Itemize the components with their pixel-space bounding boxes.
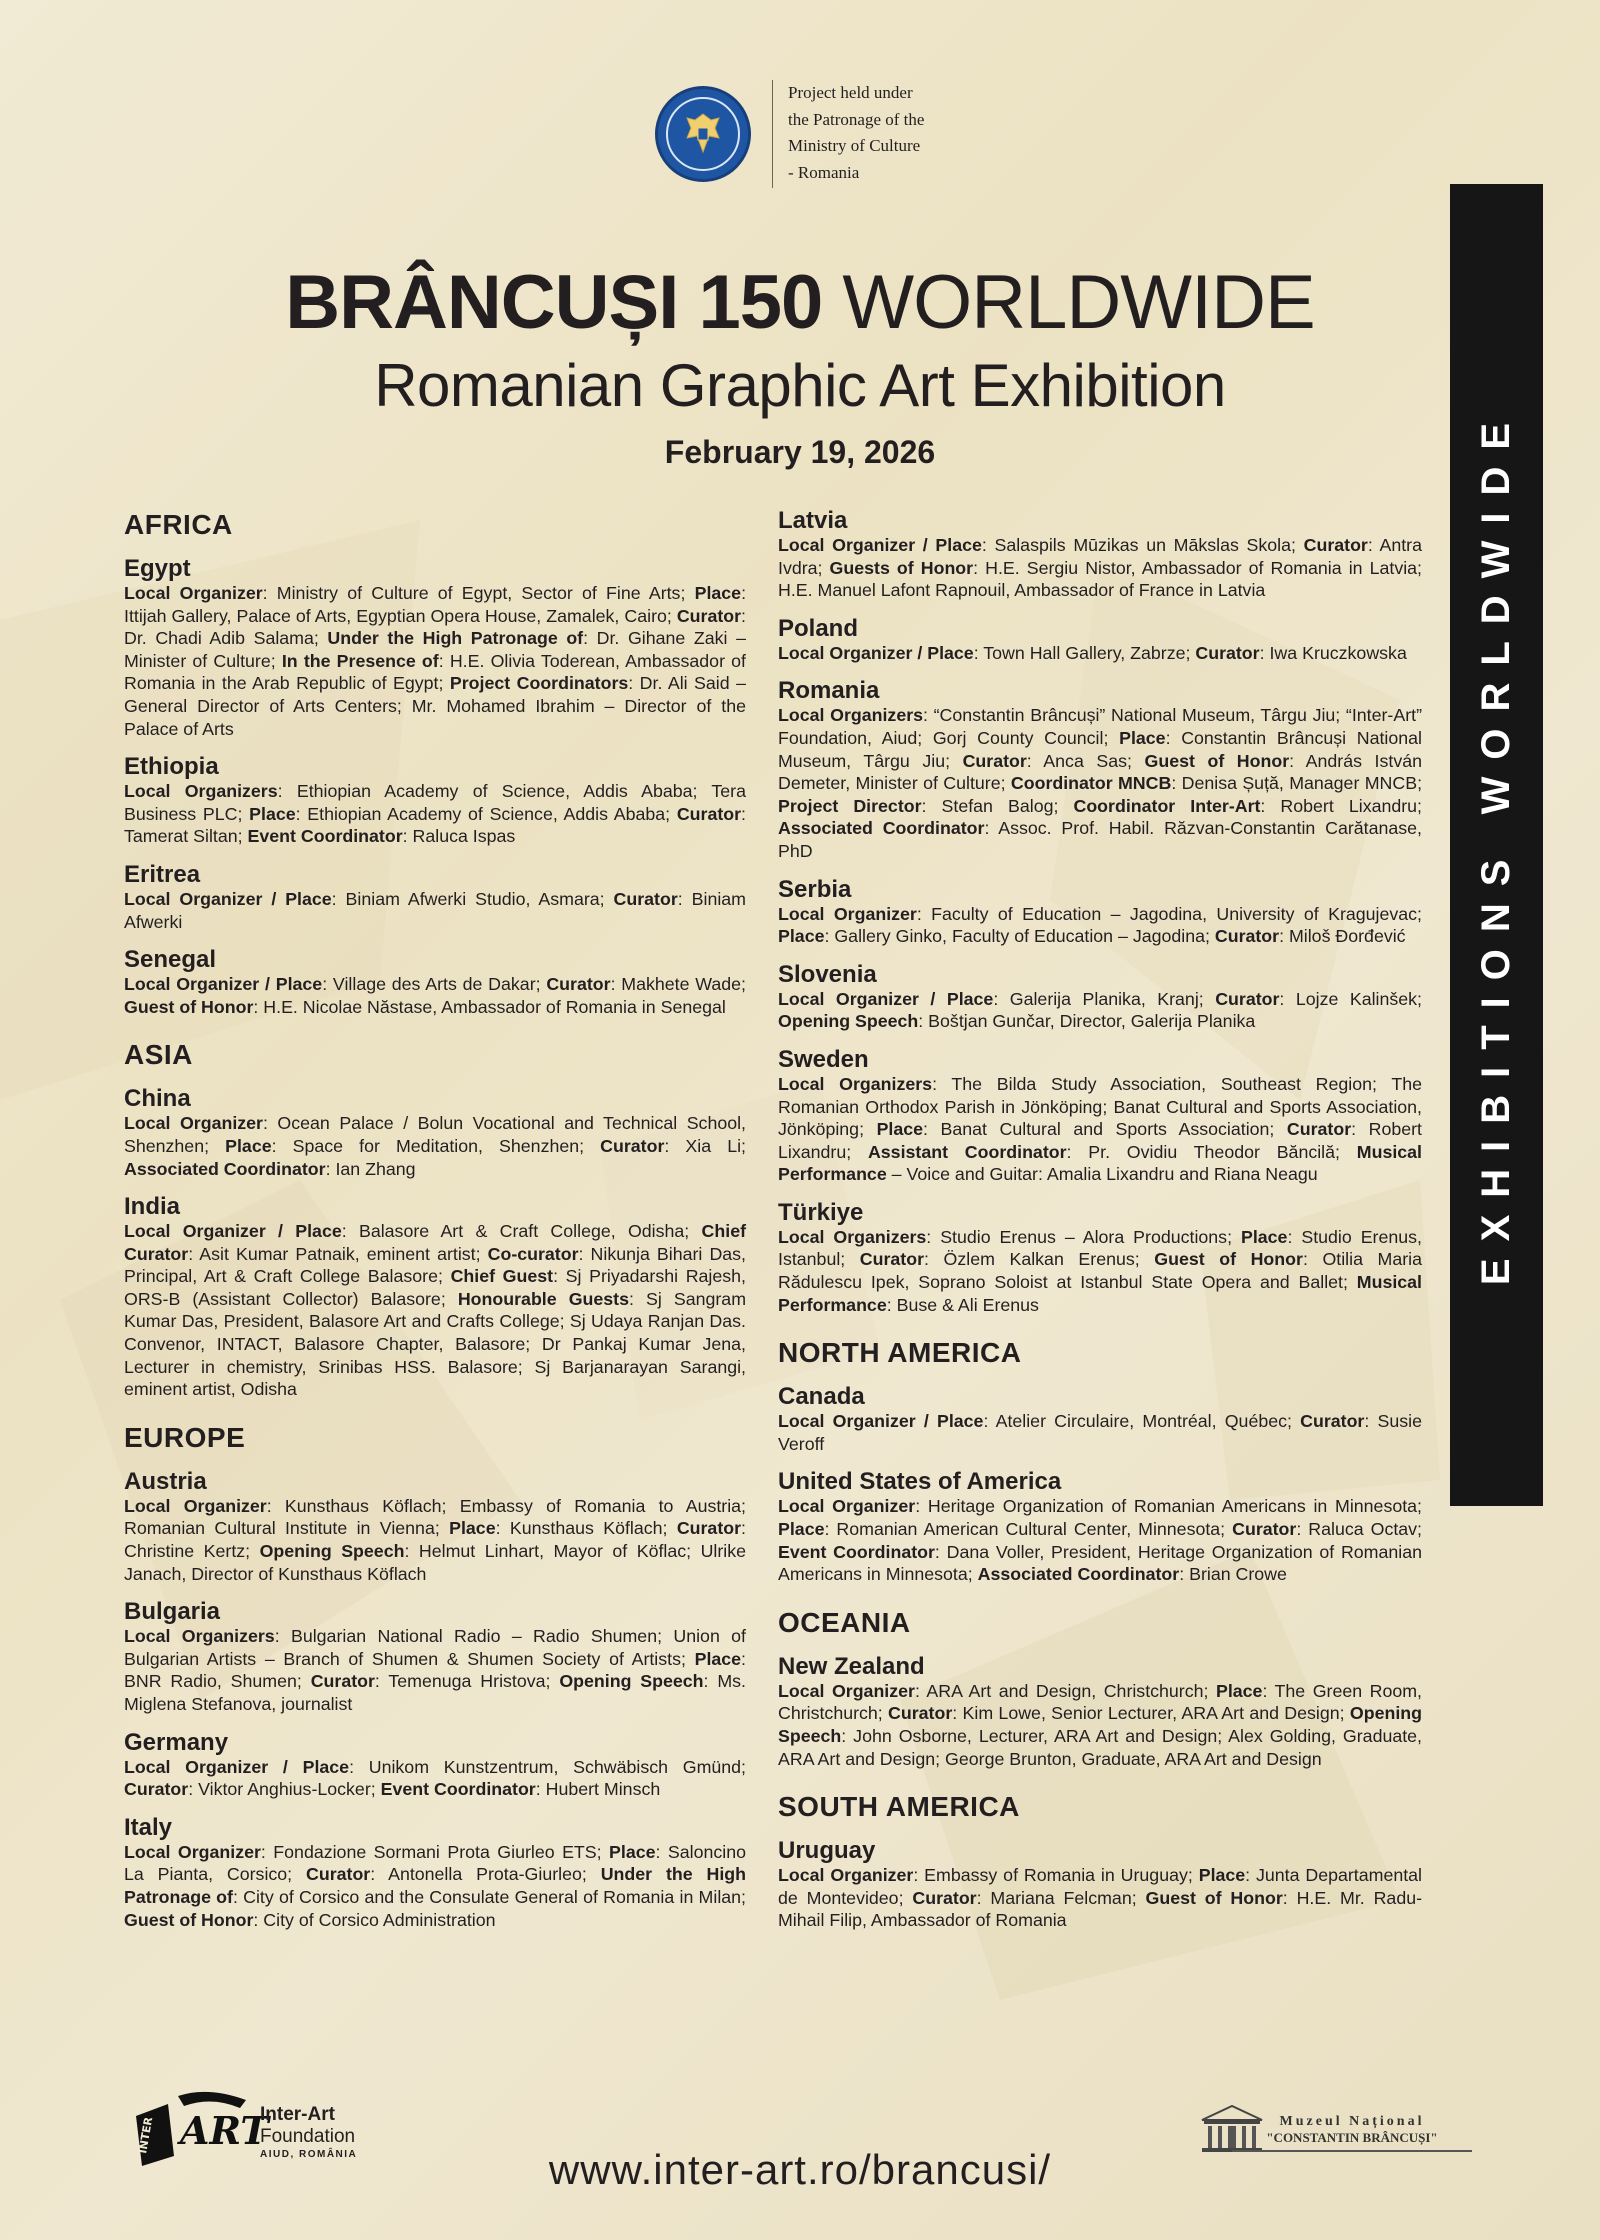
detail-label: Curator — [613, 888, 678, 909]
detail-label: Curator — [1303, 535, 1368, 555]
country-details — [124, 888, 746, 933]
country-name: Ethiopia — [124, 753, 219, 781]
detail-value: : Ms. Miglena Stefanova, journalist — [124, 1671, 746, 1714]
country-name: Germany — [124, 1728, 229, 1756]
detail-value: : Hubert Minsch — [535, 1779, 661, 1800]
detail-label: In the Presence of — [281, 650, 439, 671]
detail-value: : Dr. Chadi Adib Salama; — [124, 605, 746, 649]
country-details — [778, 642, 1422, 665]
detail-label: Local Organizer — [124, 1841, 261, 1862]
detail-label: Guest of Honor — [124, 996, 254, 1017]
detail-value: : Galerija Planika, Kranj; — [993, 988, 1216, 1009]
detail-label: Local Organizers — [778, 1226, 927, 1247]
detail-value: : Helmut Linhart, Mayor of Köflac; Ulrike Janach, Director of Kunsthaus Köflach — [124, 1541, 747, 1584]
detail-label: Chief Guest — [450, 1266, 554, 1287]
detail-label: Opening Speech — [778, 1703, 1422, 1746]
detail-value: : The Green Room, Christchurch; — [778, 1680, 1422, 1724]
website-link[interactable]: www.inter-art.ro/brancusi/ — [548, 2146, 1052, 2193]
detail-value: : City of Corsico Administration — [253, 1909, 496, 1930]
region-heading: EUROPE — [124, 1421, 246, 1453]
detail-label: Curator — [912, 1887, 977, 1908]
detail-value: : Anca Sas; — [1026, 750, 1145, 771]
detail-value: : Dana Voller, President, Heritage Organization of Romanian Americans in Minnesota; — [778, 1541, 1423, 1585]
country-name: Serbia — [778, 875, 852, 903]
detail-value: : Atelier Circulaire, Montréal, Québec; — [983, 1411, 1301, 1432]
detail-label: Local Organizer — [778, 903, 917, 924]
country-entry — [124, 947, 746, 1018]
country-name: India — [124, 1193, 181, 1221]
detail-value: : Asit Kumar Patnaik, eminent artist; — [188, 1243, 488, 1264]
country-entry — [778, 1384, 1422, 1455]
foundation-name-line2: Foundation — [260, 2126, 356, 2147]
detail-value: : Brian Crowe — [1179, 1564, 1287, 1585]
country-details — [124, 1841, 746, 1931]
detail-value: : Makhete Wade; — [610, 974, 746, 995]
country-entry — [778, 1469, 1422, 1585]
detail-label: Curator — [1232, 1519, 1297, 1540]
detail-value: : Sj Priyadarshi Rajesh, ORS-B (Assistant Collector) Balasore; — [124, 1266, 746, 1309]
detail-value: : Ministry of Culture of Egypt, Sector of Fine Arts; — [262, 583, 695, 603]
detail-value: : Fondazione Sormani Prota Giurleo ETS; — [260, 1841, 610, 1862]
detail-label: Local Organizer / Place — [778, 988, 994, 1009]
country-entry — [778, 1654, 1422, 1770]
detail-label: Local Organizer — [124, 583, 263, 603]
title-bold: BRÂNCUȘI 150 — [285, 260, 823, 345]
svg-text:ART: ART — [180, 2108, 269, 2153]
detail-label: Curator — [888, 1703, 953, 1724]
detail-label: Curator — [124, 1779, 189, 1800]
detail-label: Guests of Honor — [829, 557, 974, 578]
detail-label: Curator — [676, 605, 742, 626]
detail-value: : H.E. Sergiu Nistor, Ambassador of Romania in Latvia; H.E. Manuel Lafont Rapnouil, Ambassador of France in Latvia — [778, 557, 1422, 601]
detail-value: : Biniam Afwerki — [124, 888, 746, 932]
detail-label: Curator — [1215, 988, 1280, 1009]
country-details — [778, 1864, 1422, 1932]
detail-label: Under the High Patronage of — [327, 628, 584, 649]
detail-label: Curator — [676, 803, 742, 824]
patronage-line: Project held under — [788, 83, 913, 102]
detail-label: Local Organizer — [124, 1495, 267, 1516]
detail-label: Associated Coordinator — [124, 1158, 326, 1179]
detail-label: Curator — [600, 1135, 665, 1156]
detail-value: : Town Hall Gallery, Zabrze; — [973, 642, 1196, 663]
detail-label: Event Coordinator — [778, 1541, 935, 1562]
detail-label: Curator — [859, 1249, 925, 1270]
detail-value: : H.E. Nicolae Năstase, Ambassador of Romania in Senegal — [253, 996, 726, 1017]
detail-label: Local Organizers — [778, 1073, 933, 1094]
detail-label: Associated Coordinator — [977, 1564, 1180, 1585]
detail-label: Curator — [1214, 926, 1280, 947]
detail-value: : Mariana Felcman; — [976, 1887, 1146, 1908]
detail-value: : Kim Lowe, Senior Lecturer, ARA Art and Design; — [952, 1703, 1350, 1724]
country-entry — [124, 1469, 746, 1585]
detail-value: : Özlem Kalkan Erenus; — [924, 1249, 1155, 1270]
detail-value: : Faculty of Education – Jagodina, University of Kragujevac; — [916, 903, 1422, 924]
country-name: Austria — [124, 1467, 207, 1495]
detail-value: : Tamerat Siltan; — [124, 803, 746, 847]
detail-label: Place — [249, 803, 296, 824]
detail-label: Curator — [1286, 1119, 1352, 1140]
country-entry — [778, 508, 1422, 602]
detail-value: : The Bilda Study Association, Southeast Region; The Romanian Orthodox Parish in Jönköping; Banat Cultural and Sports Association, Jönköping; — [778, 1073, 1422, 1140]
detail-value: : City of Corsico and the Consulate General of Romania in Milan; — [232, 1886, 746, 1907]
detail-label: Curator — [310, 1671, 375, 1692]
museum-name-line1: Muzeul Național — [1279, 2114, 1425, 2129]
detail-label: Local Organizer / Place — [124, 1221, 342, 1242]
country-details — [778, 704, 1422, 862]
detail-value: : Buse & Ali Erenus — [886, 1294, 1039, 1315]
country-details — [124, 1756, 746, 1801]
detail-label: Local Organizer / Place — [778, 535, 982, 555]
detail-label: Place — [609, 1841, 656, 1862]
museum-name — [1232, 2114, 1472, 2146]
detail-value: : Xia Li; — [664, 1135, 746, 1156]
country-entry — [124, 862, 746, 933]
detail-value: : Robert Lixandru; — [1260, 795, 1422, 816]
region-heading: AFRICA — [124, 509, 233, 540]
detail-label: Curator — [962, 750, 1027, 771]
detail-label: Place — [449, 1518, 496, 1539]
detail-label: Coordinator Inter-Art — [1073, 795, 1261, 816]
detail-label: Event Coordinator — [247, 826, 403, 847]
detail-value: : John Osborne, Lecturer, ARA Art and Design; Alex Golding, Graduate, ARA Art and Design; George Brunton, Graduate, ARA Art and Design — [778, 1726, 1422, 1769]
detail-value: : Otilia Maria Rădulescu Ipek, Soprano Soloist at Istanbul State Opera and Ballet; — [778, 1249, 1422, 1293]
detail-label: Local Organizer — [778, 1496, 916, 1517]
country-name: China — [124, 1085, 191, 1113]
detail-label: Local Organizers — [778, 705, 924, 726]
country-entry — [124, 1730, 746, 1801]
detail-label: Place — [1119, 727, 1166, 748]
detail-label: Curator — [1300, 1411, 1365, 1432]
museum-underline — [1232, 2150, 1472, 2152]
country-entry — [778, 962, 1422, 1033]
detail-label: Guest of Honor — [124, 1909, 254, 1930]
country-name: Türkiye — [778, 1198, 864, 1226]
detail-label: Chief Curator — [124, 1221, 746, 1264]
detail-value: : Sj Sangram Kumar Das, President, Balasore Art and Crafts College; Sj Udaya Ranjan Das. Convenor, INTACT, Balasore Chapter, Balasore; Dr Pankaj Kumar Jena, Lecturer in chemistry, Srinibas HSS. Balasore; Sj Barjanarayan Sarangi, eminent artist, Odisha — [124, 1288, 747, 1400]
detail-label: Local Organizer / Place — [778, 642, 974, 663]
detail-value: : Biniam Afwerki Studio, Asmara; — [331, 888, 614, 909]
detail-label: Opening Speech — [778, 1011, 919, 1032]
right-column — [778, 508, 1422, 1932]
detail-value: : “Constantin Brâncuși” National Museum, Târgu Jiu; “Inter-Art” Foundation, Aiud; Gorj County Council; — [778, 705, 1422, 748]
left-column — [124, 508, 746, 1931]
detail-label: Local Organizer — [778, 1680, 915, 1701]
detail-value: : Studio Erenus, Istanbul; — [778, 1226, 1422, 1270]
banner-text: EXHIBITIONS WORLDWIDE — [1474, 405, 1518, 1285]
region-heading: SOUTH AMERICA — [778, 1791, 1020, 1823]
detail-value: : Lojze Kalinšek; — [1279, 988, 1422, 1009]
country-entry — [778, 1047, 1422, 1186]
detail-value: – Voice and Guitar: Amalia Lixandru and Riana Neagu — [886, 1164, 1318, 1185]
detail-value: : Salaspils Mūzikas un Mākslas Skola; — [981, 535, 1304, 555]
detail-value: : Christine Kertz; — [124, 1518, 746, 1562]
detail-value: : Bulgarian National Radio – Radio Shumen; Union of Bulgarian Artists – Branch of Shumen & Shumen Society of Artists; — [124, 1626, 747, 1669]
country-details — [778, 903, 1422, 948]
country-details — [124, 582, 746, 740]
detail-value: : Embassy of Romania in Uruguay; — [913, 1865, 1199, 1886]
detail-value: : Stefan Balog; — [921, 795, 1074, 816]
country-details — [778, 1226, 1422, 1316]
detail-value: : Denisa Șuță, Manager MNCB; — [1171, 773, 1423, 794]
country-details — [778, 1680, 1422, 1770]
event-date: February 19, 2026 — [664, 434, 936, 470]
patronage-line: Ministry of Culture — [788, 136, 921, 155]
detail-value: : BNR Radio, Shumen; — [124, 1648, 746, 1692]
country-entry — [778, 616, 1422, 665]
detail-value: : Boštjan Gunčar, Director, Galerija Planika — [918, 1011, 1256, 1032]
detail-value: : Heritage Organization of Romanian Americans in Minnesota; — [915, 1496, 1422, 1517]
detail-label: Local Organizer — [778, 1865, 914, 1886]
detail-label: Place — [694, 1648, 742, 1669]
country-details — [778, 534, 1422, 602]
detail-value: : Temenuga Hristova; — [374, 1671, 560, 1692]
detail-value: : Ethiopian Academy of Science, Addis Ababa; Tera Business PLC; — [124, 781, 746, 824]
patronage-divider — [772, 80, 773, 188]
country-details — [124, 1625, 746, 1715]
detail-value: : Kunsthaus Köflach; Embassy of Romania to Austria; Romanian Cultural Institute in Vienna; — [124, 1495, 746, 1539]
detail-label: Curator — [546, 974, 611, 995]
detail-value: : Gallery Ginko, Faculty of Education – Jagodina; — [824, 926, 1215, 947]
detail-label: Place — [778, 1519, 825, 1540]
detail-label: Under the High Patronage of — [124, 1864, 747, 1907]
detail-label: Associated Coordinator — [778, 818, 985, 839]
region-heading: NORTH AMERICA — [778, 1337, 1022, 1369]
detail-value: : András István Demeter, Minister of Culture; — [778, 750, 1422, 794]
detail-value: : H.E. Mr. Radu-Mihail Filip, Ambassador of Romania — [778, 1887, 1423, 1931]
government-seal-icon — [655, 86, 751, 182]
detail-label: Local Organizer — [124, 1113, 263, 1134]
country-entry — [778, 678, 1422, 862]
detail-label: Local Organizer / Place — [124, 1756, 350, 1777]
detail-label: Local Organizer / Place — [124, 888, 332, 909]
country-details — [124, 1112, 746, 1180]
detail-value: : H.E. Olivia Toderean, Ambassador of Romania in the Arab Republic of Egypt; — [124, 650, 746, 694]
country-name: Uruguay — [778, 1837, 876, 1865]
detail-value: : Antonella Prota-Giurleo; — [370, 1864, 601, 1885]
detail-value: : Miloš Đorđević — [1279, 926, 1406, 947]
country-name: Bulgaria — [124, 1598, 221, 1626]
detail-label: Local Organizers — [124, 781, 278, 802]
detail-label: Curator — [676, 1518, 742, 1539]
detail-label: Guest of Honor — [1154, 1249, 1303, 1270]
detail-label: Place — [225, 1135, 272, 1156]
detail-value: : Unikom Kunstzentrum, Schwäbisch Gmünd; — [349, 1756, 746, 1777]
country-details — [124, 780, 746, 848]
detail-value: : Constantin Brâncuși National Museum, Târgu Jiu; — [778, 727, 1422, 771]
country-name: Senegal — [124, 946, 217, 974]
detail-label: Place — [1240, 1226, 1288, 1247]
detail-label: Project Coordinators — [449, 673, 629, 694]
detail-label: Place — [1215, 1680, 1263, 1701]
detail-label: Honourable Guests — [457, 1288, 629, 1309]
detail-value: : Dr. Gihane Zaki – Minister of Culture; — [124, 628, 746, 671]
country-entry — [778, 1200, 1422, 1316]
country-entry — [778, 877, 1422, 948]
detail-value: : Romanian American Cultural Center, Minnesota; — [824, 1519, 1233, 1540]
country-entry — [124, 1815, 746, 1931]
detail-value: : Raluca Ispas — [402, 826, 516, 847]
detail-label: Local Organizers — [124, 1626, 275, 1647]
detail-value: : Ittijah Gallery, Palace of Arts, Egyptian Opera House, Zamalek, Cairo; — [124, 583, 747, 626]
country-details — [778, 1410, 1422, 1455]
patronage-line: - Romania — [788, 162, 860, 182]
detail-label: Opening Speech — [259, 1541, 405, 1562]
country-entry — [778, 1838, 1422, 1932]
detail-value: : Studio Erenus – Alora Productions; — [926, 1226, 1241, 1247]
country-name: New Zealand — [778, 1652, 925, 1680]
country-name: Romania — [778, 677, 880, 705]
detail-value: : Ocean Palace / Bolun Vocational and Technical School, Shenzhen; — [124, 1113, 746, 1156]
detail-label: Place — [778, 926, 825, 947]
detail-value: : Iwa Kruczkowska — [1259, 642, 1407, 663]
detail-label: Event Coordinator — [380, 1779, 536, 1800]
country-details — [124, 1220, 746, 1401]
detail-label: Assistant Coordinator — [867, 1141, 1067, 1162]
detail-label: Local Organizer / Place — [778, 1411, 984, 1432]
country-entry — [124, 556, 746, 740]
detail-value: : Junta Departamental de Montevideo; — [778, 1865, 1423, 1908]
detail-label: Co-curator — [487, 1243, 579, 1264]
detail-value: : Raluca Octav; — [1296, 1519, 1423, 1540]
detail-label: Musical Performance — [778, 1141, 1422, 1185]
detail-value: : ARA Art and Design, Christchurch; — [914, 1680, 1216, 1701]
detail-value: : Saloncino La Pianta, Corsico; — [124, 1841, 747, 1885]
detail-value: : Banat Cultural and Sports Association; — [923, 1119, 1287, 1140]
detail-value: : Space for Meditation, Shenzhen; — [271, 1135, 601, 1156]
country-details — [778, 988, 1422, 1033]
detail-value: : Ethiopian Academy of Science, Addis Ababa; — [295, 803, 677, 824]
detail-label: Musical Performance — [778, 1272, 1422, 1315]
country-entry — [124, 1599, 746, 1715]
country-entry — [124, 1194, 746, 1401]
foundation-name-line1: Inter-Art — [260, 2104, 335, 2125]
detail-value: : Ian Zhang — [325, 1158, 416, 1179]
museum-name-line2: "CONSTANTIN BRÂNCUȘI" — [1266, 2130, 1438, 2145]
detail-value: : Nikunja Bihari Das, Principal, Art & Craft College Balasore; — [124, 1243, 746, 1287]
detail-label: Place — [876, 1119, 924, 1140]
country-details — [778, 1073, 1422, 1186]
country-name: Eritrea — [124, 860, 201, 888]
country-entry — [124, 1086, 746, 1180]
detail-label: Place — [1198, 1865, 1246, 1886]
country-details — [124, 1495, 746, 1585]
detail-label: Coordinator MNCB — [1010, 773, 1172, 794]
country-name: Latvia — [778, 507, 848, 534]
detail-value: : Assoc. Prof. Habil. Răzvan-Constantin Carătanase, PhD — [778, 818, 1422, 861]
detail-label: Local Organizer / Place — [124, 974, 323, 995]
page-title — [0, 258, 1600, 348]
detail-value: : Susie Veroff — [778, 1411, 1422, 1454]
detail-label: Project Director — [778, 795, 922, 816]
detail-label: Guest of Honor — [1144, 750, 1290, 771]
country-name: United States of America — [778, 1468, 1062, 1496]
country-details — [124, 973, 746, 1018]
region-heading: ASIA — [124, 1039, 193, 1071]
country-details — [778, 1495, 1422, 1585]
detail-value: : Antra Ivdra; — [778, 535, 1422, 578]
detail-label: Opening Speech — [559, 1671, 704, 1692]
title-light: WORLDWIDE — [842, 260, 1315, 345]
country-name: Sweden — [778, 1045, 869, 1073]
page-subtitle: Romanian Graphic Art Exhibition — [374, 352, 1226, 419]
detail-label: Curator — [1195, 642, 1260, 663]
detail-label: Curator — [306, 1864, 371, 1885]
country-name: Canada — [778, 1383, 865, 1411]
svg-text:INTER: INTER — [136, 2116, 156, 2155]
detail-label: Place — [694, 583, 742, 603]
detail-value: : Village des Arts de Dakar; — [322, 974, 547, 995]
detail-value: : Balasore Art & Craft College, Odisha; — [341, 1221, 702, 1242]
detail-value: : Dr. Ali Said – General Director of Arts Centers; Mr. Mohamed Ibrahim – Director of the Palace of Arts — [124, 673, 746, 739]
country-name: Slovenia — [778, 960, 877, 988]
detail-value: : Robert Lixandru; — [778, 1119, 1422, 1162]
detail-value: : Kunsthaus Köflach; — [495, 1518, 677, 1539]
detail-value: : Viktor Anghius-Locker; — [188, 1779, 381, 1800]
country-name: Egypt — [124, 555, 191, 582]
country-name: Poland — [778, 614, 859, 642]
patronage-line: the Patronage of the — [788, 109, 925, 129]
region-heading: OCEANIA — [778, 1606, 911, 1638]
country-name: Italy — [124, 1813, 173, 1841]
detail-label: Guest of Honor — [1145, 1887, 1283, 1908]
vertical-banner — [1450, 184, 1543, 1506]
foundation-location: AIUD, ROMÂNIA — [260, 2149, 358, 2160]
patronage-text — [788, 80, 968, 186]
detail-value: : Pr. Ovidiu Theodor Băncilă; — [1066, 1141, 1357, 1162]
country-entry — [124, 754, 746, 848]
